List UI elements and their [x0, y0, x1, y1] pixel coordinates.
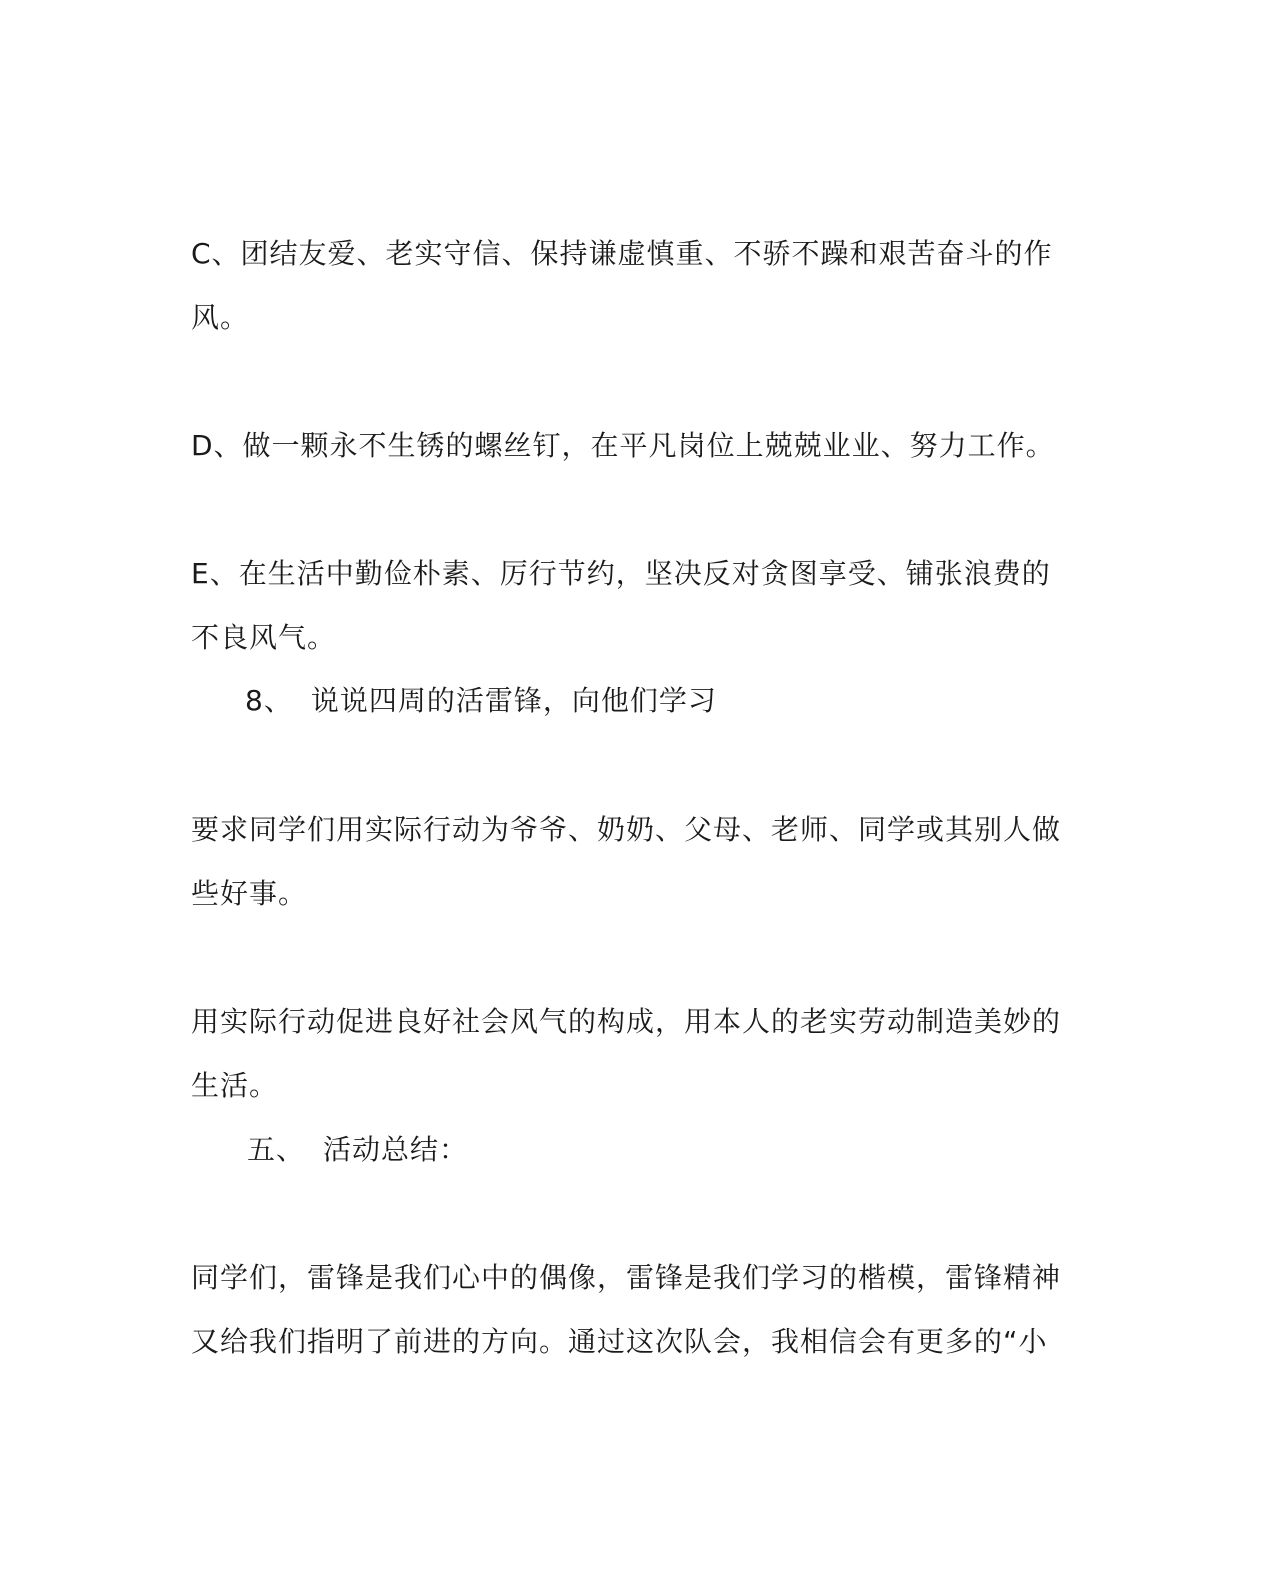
item-e-line-2: 不良风气。 — [191, 621, 337, 654]
action-line-1: 用实际行动促进良好社会风气的构成，用本人的老实劳动制造美妙的 — [191, 1005, 1062, 1038]
item-d-line-1: D、做一颗永不生锈的螺丝钉，在平凡岗位上兢兢业业、努力工作。 — [191, 429, 1055, 462]
requirement-line-2: 些好事。 — [191, 877, 308, 910]
item-e-line-1: E、在生活中勤俭朴素、厉行节约，坚决反对贪图享受、铺张浪费的 — [191, 557, 1051, 590]
action-line-2: 生活。 — [191, 1069, 279, 1102]
item-c-line-2: 风。 — [191, 301, 250, 334]
item-c-line-1: C、团结友爱、老实守信、保持谦虚慎重、不骄不躁和艰苦奋斗的作 — [191, 237, 1053, 270]
section-8-number: 8、 — [245, 684, 293, 717]
requirement-line-1: 要求同学们用实际行动为爷爷、奶奶、父母、老师、同学或其别人做 — [191, 813, 1062, 846]
summary-line-1: 同学们，雷锋是我们心中的偶像，雷锋是我们学习的楷模，雷锋精神 — [191, 1261, 1062, 1294]
section-8-title: 说说四周的活雷锋，向他们学习 — [310, 684, 717, 717]
summary-line-2: 又给我们指明了前进的方向。通过这次队会，我相信会有更多的“小 — [191, 1325, 1048, 1358]
section-5-title: 活动总结： — [323, 1133, 469, 1166]
section-5-number: 五、 — [247, 1133, 306, 1166]
section-5-heading — [247, 1130, 468, 1170]
section-8-heading — [245, 681, 717, 721]
